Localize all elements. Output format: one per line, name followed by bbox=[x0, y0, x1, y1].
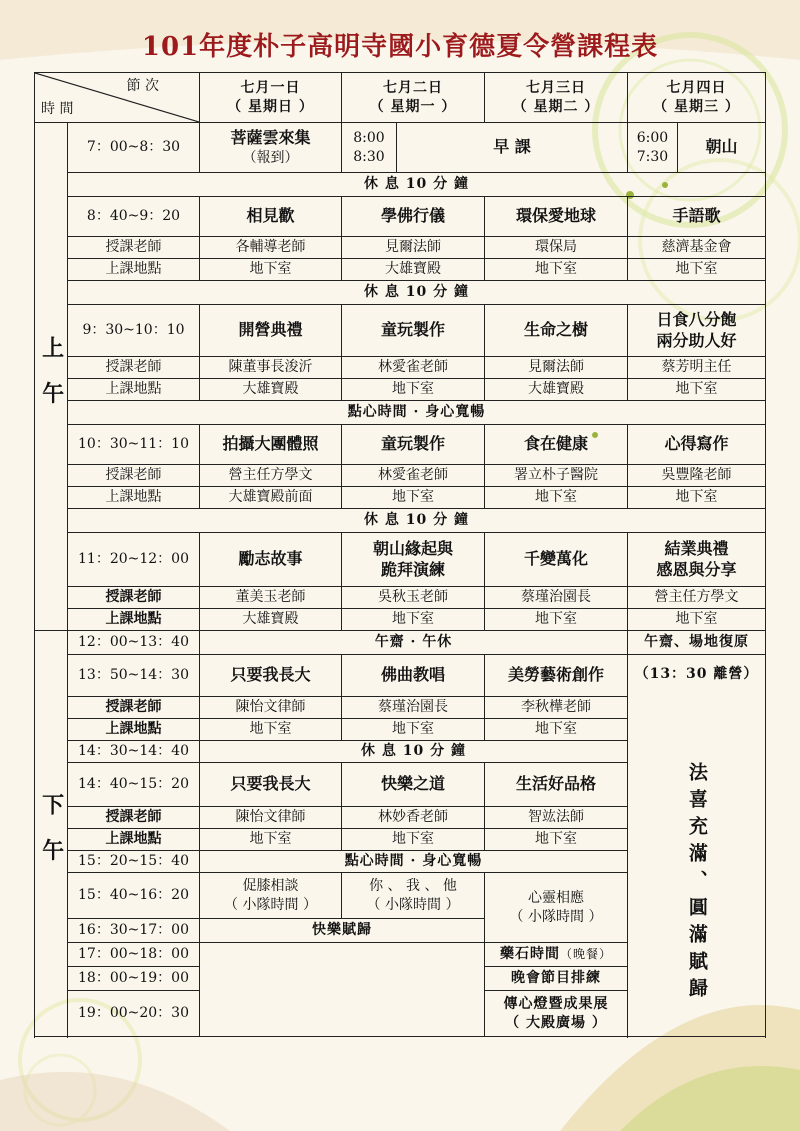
schedule-table bbox=[34, 72, 766, 1037]
page-title: 101年度朴子高明寺國小育德夏令營課程表 bbox=[141, 32, 659, 62]
course-cell: 拍攝大團體照 bbox=[200, 425, 342, 465]
course-cell: 心靈相應 （ 小隊時間 ） bbox=[485, 873, 628, 943]
course-cell: 你 、 我 、 他 （ 小隊時間 ） bbox=[342, 873, 485, 919]
course-cell: 朝山緣起與 跪拜演練 bbox=[342, 533, 485, 587]
time-cell: 8：40~9：20 bbox=[68, 197, 200, 237]
course-cell: 朝山 bbox=[678, 123, 766, 173]
time-cell: 15：40~16：20 bbox=[68, 873, 200, 919]
time-cell: 14：40~15：20 bbox=[68, 763, 200, 807]
time-range-cell: 6:00 7:30 bbox=[628, 123, 678, 173]
course-cell: 快樂之道 bbox=[342, 763, 485, 807]
corner-cell bbox=[35, 73, 200, 123]
row-r5 bbox=[35, 533, 766, 587]
course-cell: 學佛行儀 bbox=[342, 197, 485, 237]
row-r2 bbox=[35, 197, 766, 237]
day-header-3: 七月三日 （ 星期二 ） bbox=[485, 73, 628, 123]
course-cell: 千變萬化 bbox=[485, 533, 628, 587]
break-row: 休 息 10 分 鐘 bbox=[35, 281, 766, 305]
course-cell: 結業典禮 感恩與分享 bbox=[628, 533, 766, 587]
course-cell: 只要我長大 bbox=[200, 763, 342, 807]
time-cell: 11：20~12：00 bbox=[68, 533, 200, 587]
teacher-row: 授課老師 董美玉老師 吳秋玉老師 蔡瑾治園長 營主任方學文 bbox=[35, 587, 766, 609]
location-row: 上課地點 大雄寶殿 地下室 大雄寶殿 地下室 bbox=[35, 379, 766, 401]
day4-afternoon-cell: （13：30 離營） 法喜充滿、圓滿賦歸 bbox=[628, 655, 766, 1037]
course-cell: 藥石時間（晚餐） bbox=[485, 943, 628, 967]
time-cell: 7：00~8：30 bbox=[68, 123, 200, 173]
time-cell: 9：30~10：10 bbox=[68, 305, 200, 357]
location-row: 上課地點 地下室 大雄寶殿 地下室 地下室 bbox=[35, 259, 766, 281]
row-r4 bbox=[35, 425, 766, 465]
course-cell: 晚會節目排練 bbox=[485, 967, 628, 991]
snack-row: 點心時間 · 身心寬暢 bbox=[35, 401, 766, 425]
lunch-row: 下 午 12：00~13：40 午齋 · 午休 午齋、場地復原 bbox=[35, 631, 766, 655]
course-cell: 手語歌 bbox=[628, 197, 766, 237]
course-cell: 傳心燈暨成果展 （ 大殿廣場 ） bbox=[485, 991, 628, 1037]
teacher-row: 授課老師 營主任方學文 林愛雀老師 署立朴子醫院 吳豐隆老師 bbox=[35, 465, 766, 487]
course-cell: 食在健康 bbox=[485, 425, 628, 465]
day-header-1: 七月一日 （ 星期日 ） bbox=[200, 73, 342, 123]
location-row: 上課地點 地下室 地下室 地下室 bbox=[35, 829, 766, 851]
course-cell: 勵志故事 bbox=[200, 533, 342, 587]
time-cell: 13：50~14：30 bbox=[68, 655, 200, 697]
snack-row: 15：20~15：40 點心時間 · 身心寬暢 bbox=[35, 851, 766, 873]
course-cell: 促膝相談 （ 小隊時間 ） bbox=[200, 873, 342, 919]
course-cell: 只要我長大 bbox=[200, 655, 342, 697]
course-cell: 童玩製作 bbox=[342, 305, 485, 357]
course-cell: 日食八分飽 兩分助人好 bbox=[628, 305, 766, 357]
course-cell: 佛曲教唱 bbox=[342, 655, 485, 697]
course-cell: 美勞藝術創作 bbox=[485, 655, 628, 697]
teacher-row: 授課老師 陳怡文律師 林妙香老師 智竑法師 bbox=[35, 807, 766, 829]
location-row: 上課地點 大雄寶殿 地下室 地下室 地下室 bbox=[35, 609, 766, 631]
day-header-4: 七月四日 （ 星期三 ） bbox=[628, 73, 766, 123]
period-morning: 上 午 bbox=[35, 123, 68, 631]
location-row: 上課地點 地下室 地下室 地下室 bbox=[35, 719, 766, 741]
corner-top-label: 節 次 bbox=[126, 78, 159, 94]
row-r6 bbox=[35, 655, 766, 697]
course-cell: 相見歡 bbox=[200, 197, 342, 237]
slogan-text: 法喜充滿、圓滿賦歸 bbox=[685, 761, 708, 1005]
corner-bottom-label: 時 間 bbox=[41, 100, 74, 117]
header-row bbox=[35, 73, 766, 123]
time-cell: 16：30~17：00 bbox=[68, 919, 200, 943]
teacher-row: 授課老師 陳怡文律師 蔡瑾治園長 李秋樺老師 bbox=[35, 697, 766, 719]
course-cell: 生命之樹 bbox=[485, 305, 628, 357]
time-cell: 12：00~13：40 bbox=[68, 631, 200, 655]
teacher-row: 授課老師 各輔導老師 見爾法師 環保局 慈濟基金會 bbox=[35, 237, 766, 259]
row-r3 bbox=[35, 305, 766, 357]
time-range-cell: 8:00 8:30 bbox=[342, 123, 397, 173]
time-cell: 17：00~18：00 bbox=[68, 943, 200, 967]
row-r9: 16：30~17：00 快樂賦歸 bbox=[35, 919, 766, 943]
empty-cell bbox=[200, 943, 485, 1037]
time-cell: 18：00~19：00 bbox=[68, 967, 200, 991]
morning-chant-cell: 早 課 bbox=[397, 123, 628, 173]
time-cell: 10：30~11：10 bbox=[68, 425, 200, 465]
period-afternoon: 下 午 bbox=[35, 631, 68, 1037]
teacher-row: 授課老師 陳董事長浚沂 林愛雀老師 見爾法師 蔡芳明主任 bbox=[35, 357, 766, 379]
course-cell: 生活好品格 bbox=[485, 763, 628, 807]
time-cell: 19：00~20：30 bbox=[68, 991, 200, 1037]
course-cell: 環保愛地球 bbox=[485, 197, 628, 237]
course-cell: 心得寫作 bbox=[628, 425, 766, 465]
day-header-2: 七月二日 （ 星期一 ） bbox=[342, 73, 485, 123]
break-row: 休 息 10 分 鐘 bbox=[35, 173, 766, 197]
course-cell: 童玩製作 bbox=[342, 425, 485, 465]
course-cell: 開營典禮 bbox=[200, 305, 342, 357]
break-row: 休 息 10 分 鐘 bbox=[35, 509, 766, 533]
break-row: 14：30~14：40 休 息 10 分 鐘 bbox=[35, 741, 766, 763]
course-cell: 菩薩雲來集 （報到） bbox=[200, 123, 342, 173]
row-r1 bbox=[35, 123, 766, 173]
location-row: 上課地點 大雄寶殿前面 地下室 地下室 地下室 bbox=[35, 487, 766, 509]
